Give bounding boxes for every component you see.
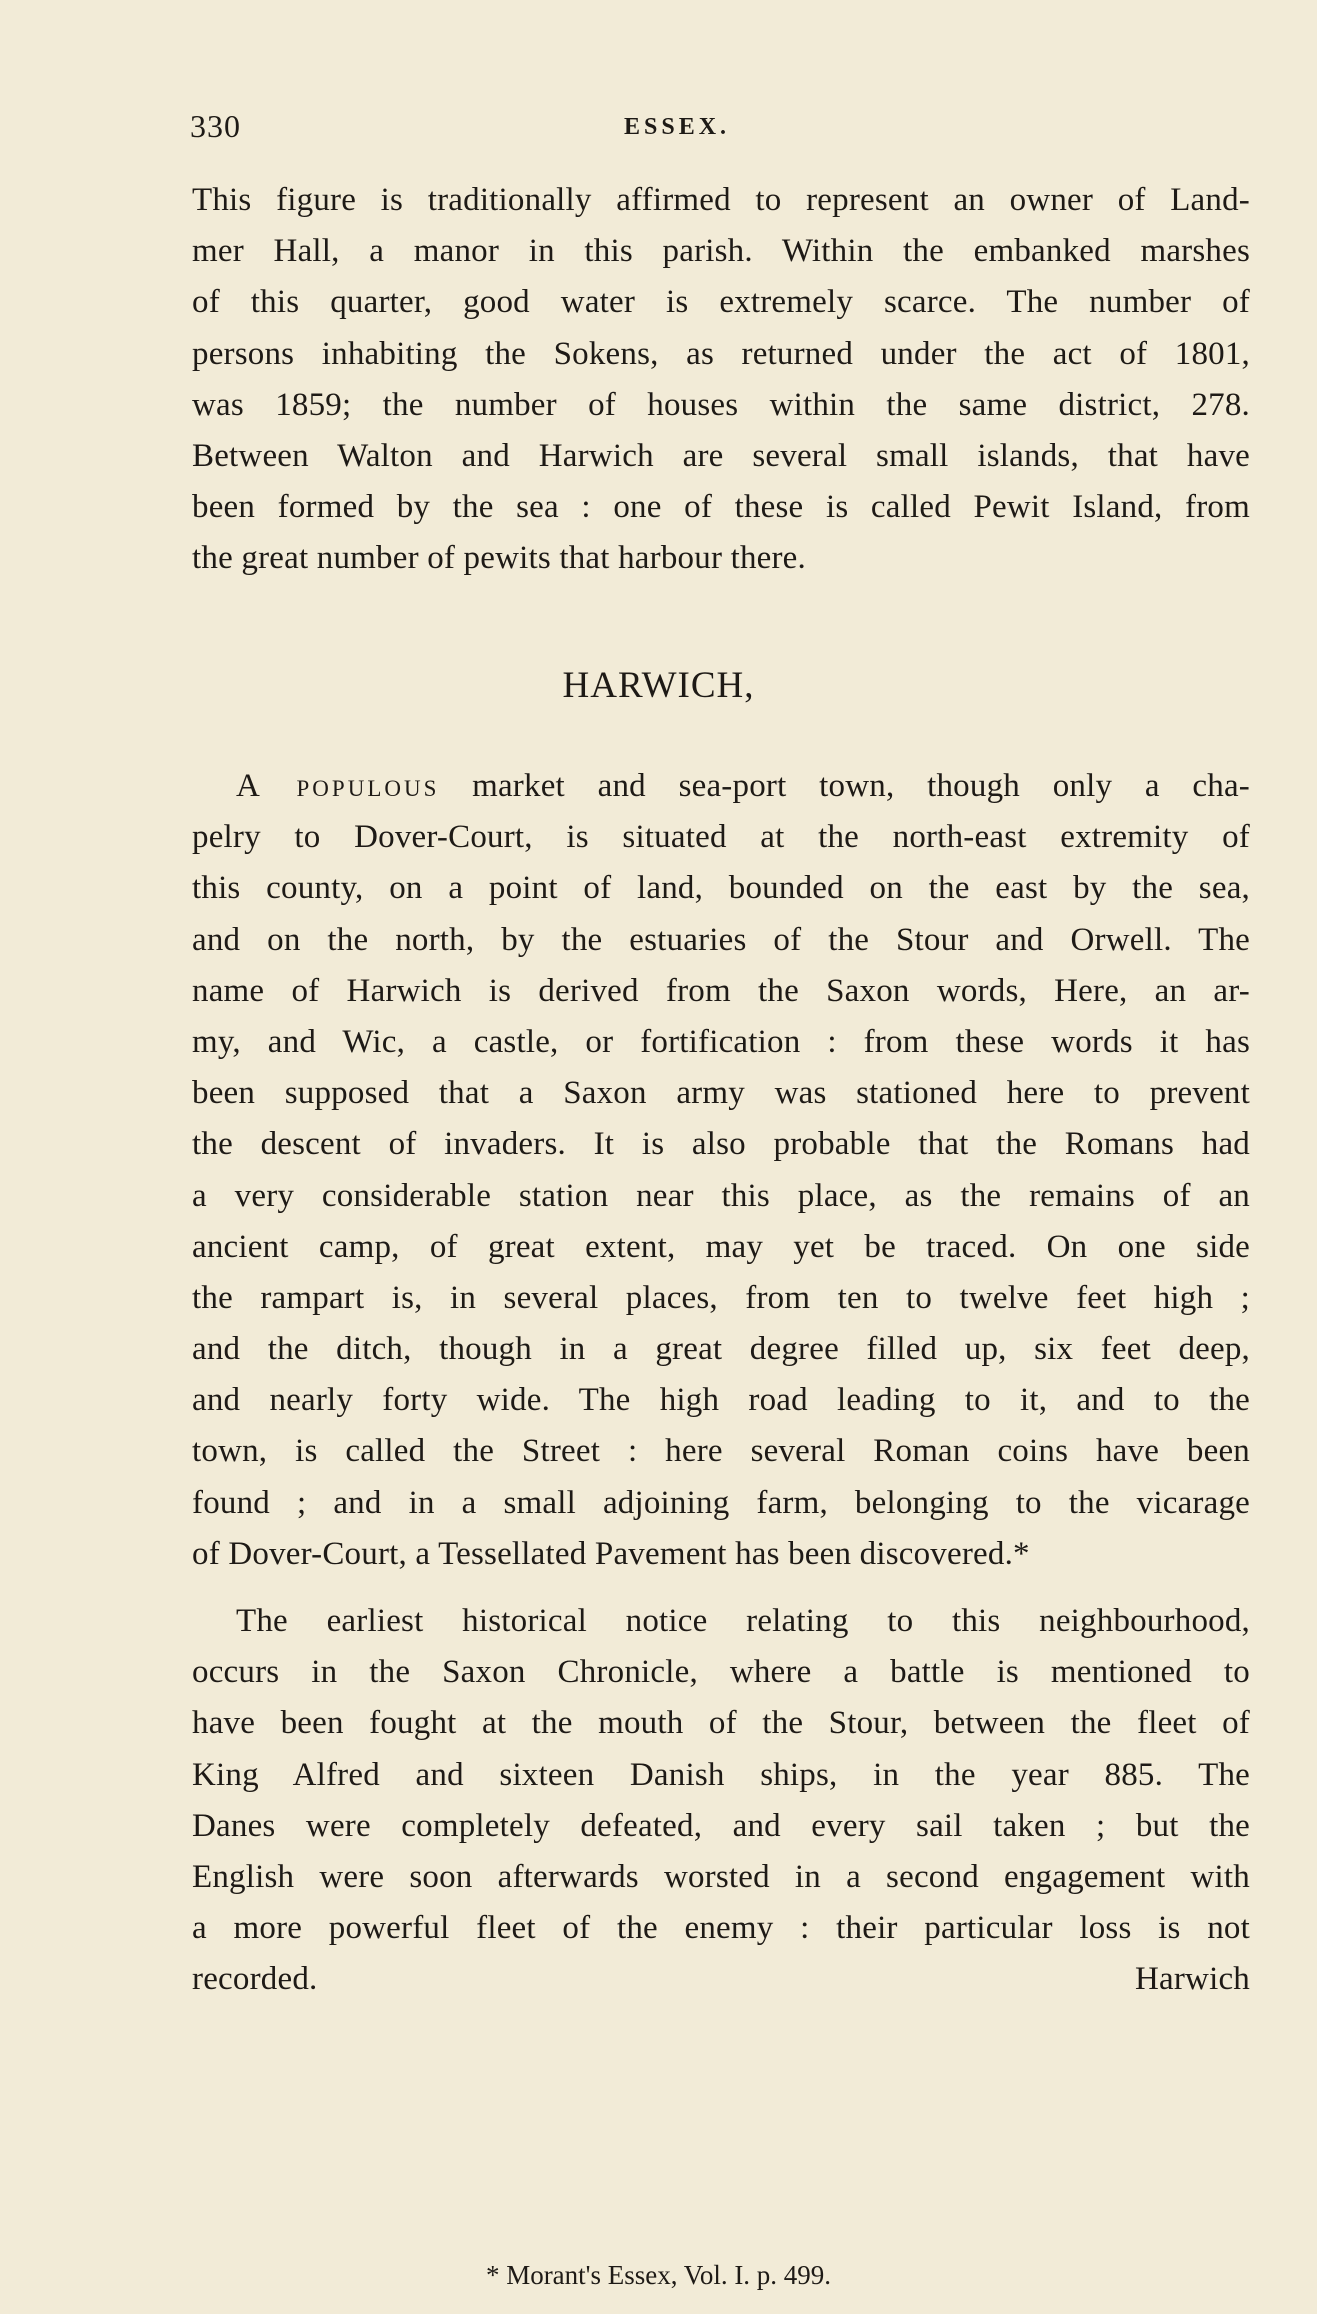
text-line: my, and Wic, a castle, or fortification : from these words it has [192, 1023, 1250, 1060]
paragraph-sokens [192, 175, 1250, 585]
text-line: name of Harwich is derived from the Saxon words, Here, an ar- [192, 972, 1250, 1009]
text-line: King Alfred and sixteen Danish ships, in the year 885. The [192, 1756, 1250, 1793]
running-head: ESSEX. [624, 114, 731, 140]
text-line: persons inhabiting the Sokens, as returned under the act of 1801, [192, 335, 1250, 372]
paragraph-harwich-description [192, 761, 1250, 1580]
page-header [190, 108, 1252, 148]
opening-smallcaps: A populous [236, 768, 440, 804]
text-line: mer Hall, a manor in this parish. Within the embanked marshes [192, 233, 1250, 270]
text-line: and nearly forty wide. The high road leading to it, and to the [192, 1382, 1250, 1419]
text-line: English were soon afterwards worsted in a second engagement with [192, 1858, 1250, 1895]
text-line: been formed by the sea : one of these is called Pewit Island, from [192, 489, 1250, 526]
text-line: and the ditch, though in a great degree filled up, six feet deep, [192, 1331, 1250, 1368]
text-line: the great number of pewits that harbour there. [192, 540, 806, 577]
text-line-first [192, 761, 1250, 812]
text-line: the descent of invaders. It is also probable that the Romans had [192, 1126, 1250, 1163]
text-line: been supposed that a Saxon army was stationed here to prevent [192, 1075, 1250, 1112]
text-line: The earliest historical notice relating to this neighbourhood, [236, 1603, 1250, 1639]
text-line: This figure is traditionally affirmed to represent an owner of Land- [192, 182, 1250, 218]
text-line: Between Walton and Harwich are several small islands, that have [192, 437, 1250, 474]
section-title: HARWICH, [562, 665, 755, 706]
text-line: this county, on a point of land, bounded on the east by the sea, [192, 870, 1250, 907]
footnote [0, 2260, 1317, 2291]
text-line: have been fought at the mouth of the Stour, between the fleet of [192, 1705, 1250, 1742]
text-line: occurs in the Saxon Chronicle, where a battle is mentioned to [192, 1654, 1250, 1691]
text-line: a more powerful fleet of the enemy : their particular loss is not [192, 1910, 1250, 1947]
final-line [192, 1954, 1250, 2005]
text-line: town, is called the Street : here several Roman coins have been [192, 1433, 1250, 1470]
text-line: of this quarter, good water is extremely scarce. The number of [192, 284, 1250, 321]
text-line-end: recorded. [192, 1961, 318, 1998]
text-line: the rampart is, in several places, from ten to twelve feet high ; [192, 1279, 1250, 1316]
footnote-text: * Morant's Essex, Vol. I. p. 499. [485, 2260, 832, 2290]
paragraph-saxon-chronicle [192, 1596, 1250, 2006]
text-line: pelry to Dover-Court, is situated at the north-east extremity of [192, 819, 1250, 856]
text-line: found ; and in a small adjoining farm, belonging to the vicarage [192, 1484, 1250, 1521]
text-line: ancient camp, of great extent, may yet be traced. On one side [192, 1228, 1250, 1265]
text-line-rest: market and sea-port town, though only a cha- [439, 768, 1250, 804]
page-number: 330 [190, 108, 241, 144]
text-line: of Dover-Court, a Tessellated Pavement has been discovered.* [192, 1535, 1030, 1572]
text-line: a very considerable station near this place, as the remains of an [192, 1177, 1250, 1214]
text-line: was 1859; the number of houses within the same district, 278. [192, 386, 1250, 423]
text-line: and on the north, by the estuaries of the Stour and Orwell. The [192, 921, 1250, 958]
catchword: Harwich [1134, 1961, 1250, 1998]
text-line: Danes were completely defeated, and every sail taken ; but the [192, 1807, 1250, 1844]
